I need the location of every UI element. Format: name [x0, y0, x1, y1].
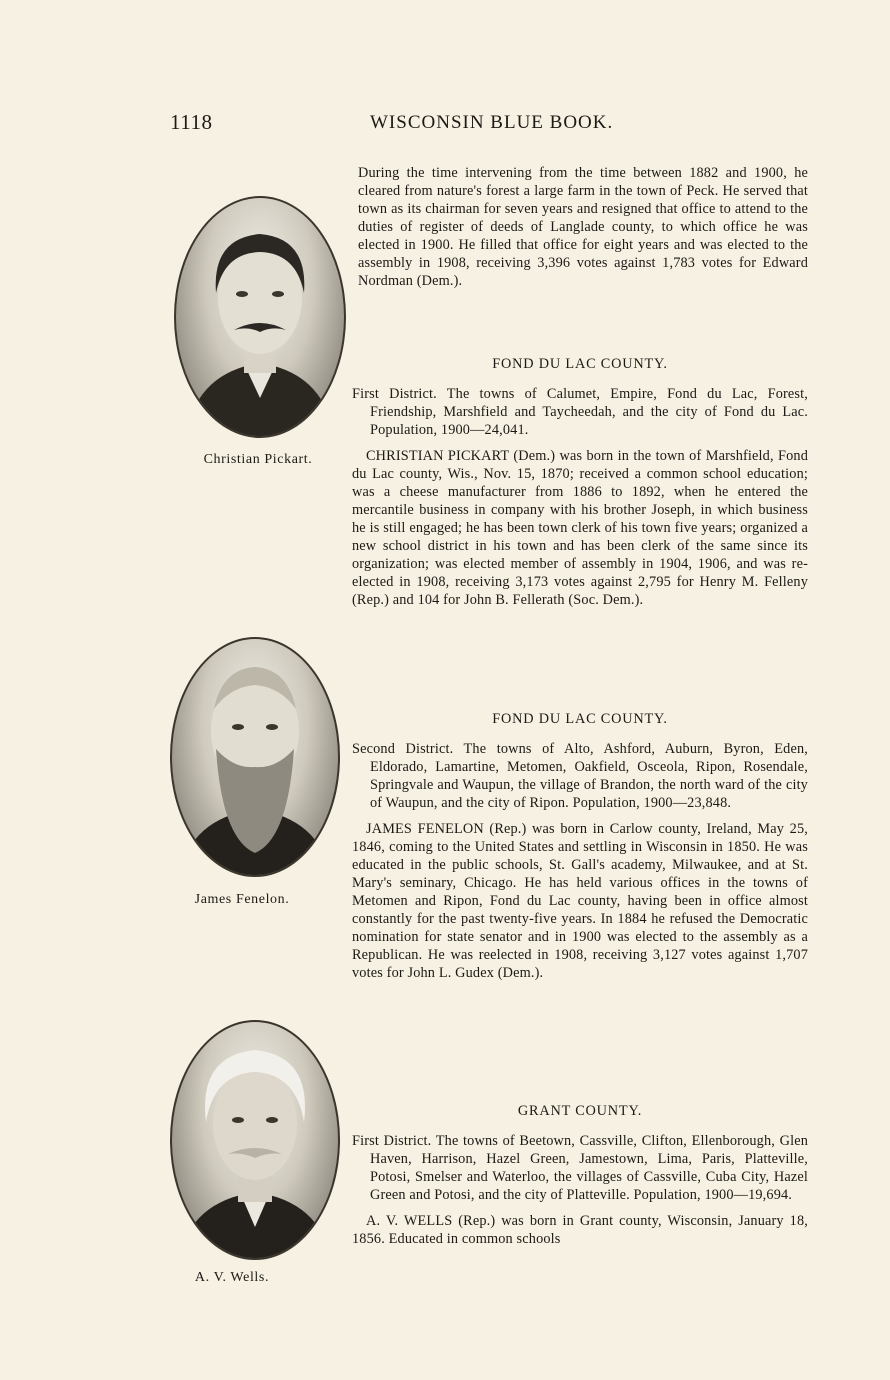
running-head: WISCONSIN BLUE BOOK. — [370, 112, 614, 133]
portrait-beard-icon — [172, 639, 338, 875]
portrait-a-v-wells — [170, 1020, 340, 1260]
caption-christian-pickart: Christian Pickart. — [203, 452, 313, 467]
section-fond-du-lac-second — [352, 711, 808, 982]
district-description: First District. The towns of Beetown, Cassville, Clifton, Ellenborough, Glen Haven, Harrison, Hazel Green, Jamestown, Lima, Paris, Platteville, Potosi, Smelser and Waterloo, the villages of Cassville, Cuba City, Hazel Green and Potosi, and the city of Platteville. Population, 1900—19,694. — [352, 1133, 808, 1203]
portrait-white-hair-icon — [172, 1022, 338, 1258]
biography-paragraph: A. V. WELLS (Rep.) was born in Grant county, Wisconsin, January 18, 1856. Educated in common schools — [352, 1213, 808, 1247]
section-heading: FOND DU LAC COUNTY. — [492, 356, 668, 372]
biography-paragraph: JAMES FENELON (Rep.) was born in Carlow county, Ireland, May 25, 1846, coming to the United States and settling in Wisconsin in 1850. He was educated in the public schools, St. Gall's academy, Milwaukee, and at St. Mary's seminary, Chicago. He has held various offices in the towns of Metomen and Ripon, Fond du Lac county, having been in office almost constantly for the past twenty-five years. In 1884 he refused the Democratic nomination for state senator and in 1900 was elected to the assembly as a Republican. He was reelected in 1908, receiving 3,127 votes against 1,707 votes for John L. Gudex (Dem.). — [352, 821, 808, 981]
caption-james-fenelon: James Fenelon. — [194, 892, 290, 907]
section-grant-first — [352, 1103, 808, 1248]
intro-block — [352, 164, 808, 290]
intro-paragraph: During the time intervening from the time between 1882 and 1900, he cleared from nature's forest a large farm in the town of Peck. He served that town as its chairman for seven years and resigned that office to attend to the duties of register of deeds of Langlade county, to which office he was elected in 1900. He filled that office for eight years and was elected to the assembly in 1908, receiving 3,396 votes against 1,783 votes for Edward Nordman (Dem.). — [358, 165, 808, 289]
portrait-mustache-icon — [176, 198, 344, 436]
district-description: Second District. The towns of Alto, Ashford, Auburn, Byron, Eden, Eldorado, Lamartine, Metomen, Oakfield, Osceola, Ripon, Rosendale, Springvale and Waupun, the village of Brandon, the north ward of the city of Waupun, and the city of Ripon. Population, 1900—23,848. — [352, 741, 808, 811]
page-number: 1118 — [170, 110, 213, 134]
section-heading: FOND DU LAC COUNTY. — [492, 711, 668, 727]
district-description: First District. The towns of Calumet, Empire, Fond du Lac, Forest, Friendship, Marshfield and Taycheedah, and the city of Fond du Lac. Population, 1900—24,041. — [352, 386, 808, 438]
biography-paragraph: CHRISTIAN PICKART (Dem.) was born in the town of Marshfield, Fond du Lac county, Wis., Nov. 15, 1870; received a common school education; was a cheese manufacturer from 1886 to 1892, when he entered the mercantile business in company with his brother Joseph, in which business he is still engaged; he has been town clerk of his town five years; organized a new school district in his town and has been clerk of the same since its organization; was elected member of assembly in 1904, 1906, and was re-elected in 1908, receiving 3,173 votes against 2,795 for Henry M. Felleny (Rep.) and 104 for John B. Fellerath (Soc. Dem.). — [352, 448, 808, 608]
portrait-christian-pickart — [174, 196, 346, 438]
section-fond-du-lac-first — [352, 356, 808, 609]
portrait-james-fenelon — [170, 637, 340, 877]
section-heading: GRANT COUNTY. — [517, 1103, 643, 1119]
caption-a-v-wells: A. V. Wells. — [194, 1270, 270, 1285]
